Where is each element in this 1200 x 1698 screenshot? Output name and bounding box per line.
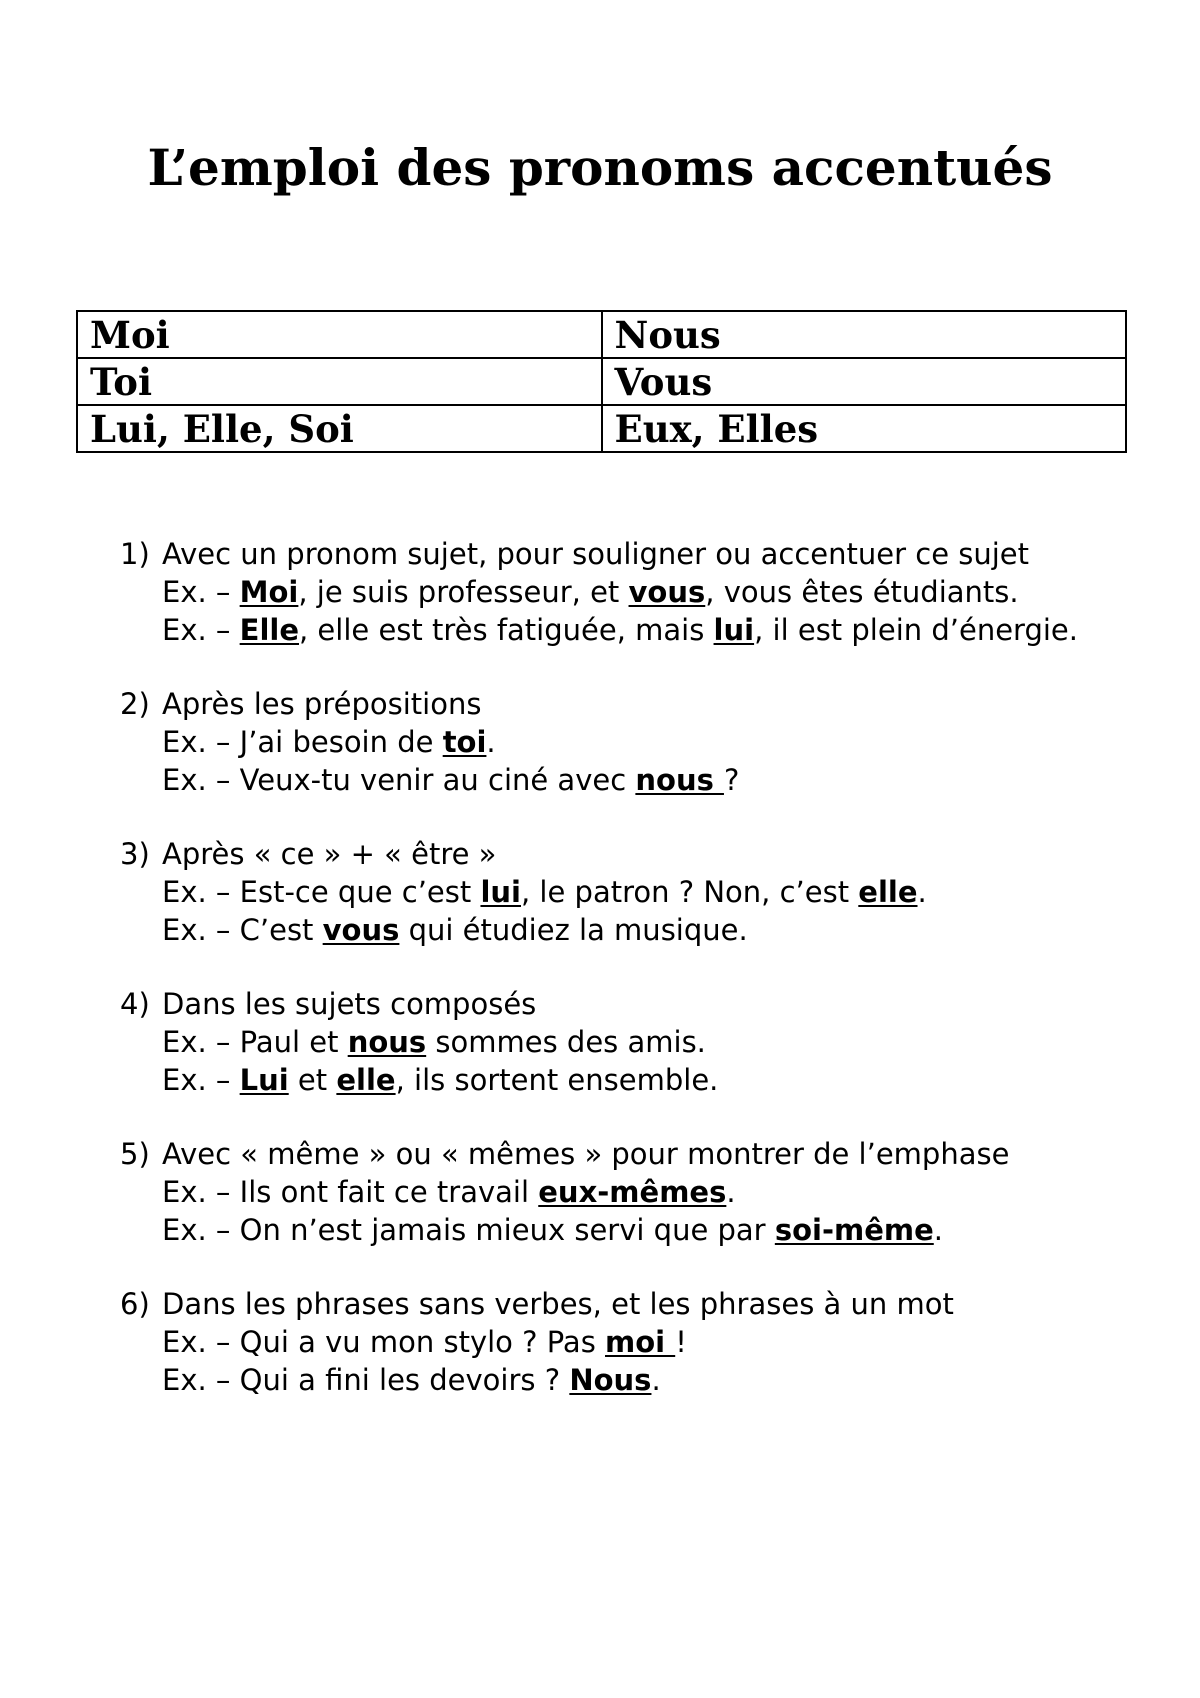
rule-heading: Après les prépositions [162,687,482,721]
emphasized-pronoun: lui [713,613,755,647]
emphasized-pronoun: elle [858,875,918,909]
rule-body [162,985,1120,1099]
page-title: L’emploi des pronoms accentués [147,138,1053,197]
table-row [77,405,1126,452]
example-text: Ex. – Est-ce que c’est [162,875,481,909]
example-text: . [486,725,496,759]
table-cell: Eux, Elles [602,405,1127,452]
example-text: Ex. – Ils ont fait ce travail [162,1175,539,1209]
table-cell: Nous [602,311,1127,358]
example-text: sommes des amis. [426,1025,706,1059]
example-line [162,573,1120,611]
rule-item [120,835,1120,949]
emphasized-pronoun: soi-même [774,1213,934,1247]
rule-number: 4) [120,987,150,1021]
emphasized-pronoun: nous [347,1025,427,1059]
rule-item [120,535,1120,649]
table-cell: Toi [77,358,602,405]
rule-body [162,1285,1120,1399]
example-text: , elle est très fatiguée, mais [299,613,714,647]
rule-heading: Après « ce » + « être » [162,837,497,871]
example-text: , le patron ? Non, c’est [521,875,859,909]
example-text: ? [723,763,740,797]
table-row [77,358,1126,405]
rule-item [120,1135,1120,1249]
rule-body [162,535,1120,649]
rule-item [120,1285,1120,1399]
example-text: , je suis professeur, et [298,575,629,609]
emphasized-pronoun: Elle [239,613,299,647]
example-line [162,1361,1120,1399]
rule-item [120,985,1120,1099]
example-line [162,911,1120,949]
rule-number: 1) [120,537,150,571]
rules-list [120,535,1120,1435]
example-text: , il est plein d’énergie. [754,613,1078,647]
example-line [162,1173,1120,1211]
emphasized-pronoun: Moi [239,575,299,609]
example-text: . [726,1175,736,1209]
rule-body [162,835,1120,949]
example-line [162,761,1120,799]
example-text: . [651,1363,661,1397]
emphasized-pronoun: elle [336,1063,396,1097]
example-text: Ex. – [162,613,240,647]
rule-number: 3) [120,837,150,871]
pronoun-table [76,310,1127,453]
example-text: et [288,1063,337,1097]
rule-heading: Avec un pronom sujet, pour souligner ou accentuer ce sujet [162,537,1030,571]
table-row [77,311,1126,358]
example-line [162,723,1120,761]
emphasized-pronoun: Lui [239,1063,289,1097]
example-text: Ex. – J’ai besoin de [162,725,443,759]
example-line [162,1323,1120,1361]
rule-number: 5) [120,1137,150,1171]
rule-number: 6) [120,1287,150,1321]
rule-number: 2) [120,687,150,721]
rule-heading: Avec « même » ou « mêmes » pour montrer de l’emphase [162,1137,1010,1171]
example-text: Ex. – C’est [162,913,323,947]
example-text: Ex. – Qui a vu mon stylo ? Pas [162,1325,606,1359]
example-text: . [933,1213,943,1247]
emphasized-pronoun: vous [322,913,400,947]
emphasized-pronoun: nous [635,763,724,797]
rule-item [120,685,1120,799]
example-text: Ex. – [162,575,240,609]
example-text: qui étudiez la musique. [399,913,748,947]
example-text: Ex. – Qui a fini les devoirs ? [162,1363,570,1397]
table-cell: Moi [77,311,602,358]
example-text: Ex. – On n’est jamais mieux servi que par [162,1213,775,1247]
example-text: . [917,875,927,909]
table-cell: Lui, Elle, Soi [77,405,602,452]
example-text: , ils sortent ensemble. [395,1063,719,1097]
example-text: , vous êtes étudiants. [705,575,1019,609]
table-cell: Vous [602,358,1127,405]
example-line [162,1061,1120,1099]
emphasized-pronoun: moi [605,1325,676,1359]
example-text: Ex. – [162,1063,240,1097]
rule-body [162,685,1120,799]
example-text: Ex. – Paul et [162,1025,348,1059]
emphasized-pronoun: Nous [569,1363,652,1397]
emphasized-pronoun: eux-mêmes [538,1175,727,1209]
emphasized-pronoun: lui [480,875,521,909]
example-text: Ex. – Veux-tu venir au ciné avec [162,763,636,797]
example-line [162,873,1120,911]
example-line [162,1023,1120,1061]
example-line [162,1211,1120,1249]
rule-heading: Dans les sujets composés [162,987,537,1021]
rule-heading: Dans les phrases sans verbes, et les phrases à un mot [162,1287,954,1321]
example-text: ! [675,1325,687,1359]
example-line [162,611,1120,649]
emphasized-pronoun: toi [442,725,487,759]
emphasized-pronoun: vous [628,575,706,609]
rule-body [162,1135,1120,1249]
